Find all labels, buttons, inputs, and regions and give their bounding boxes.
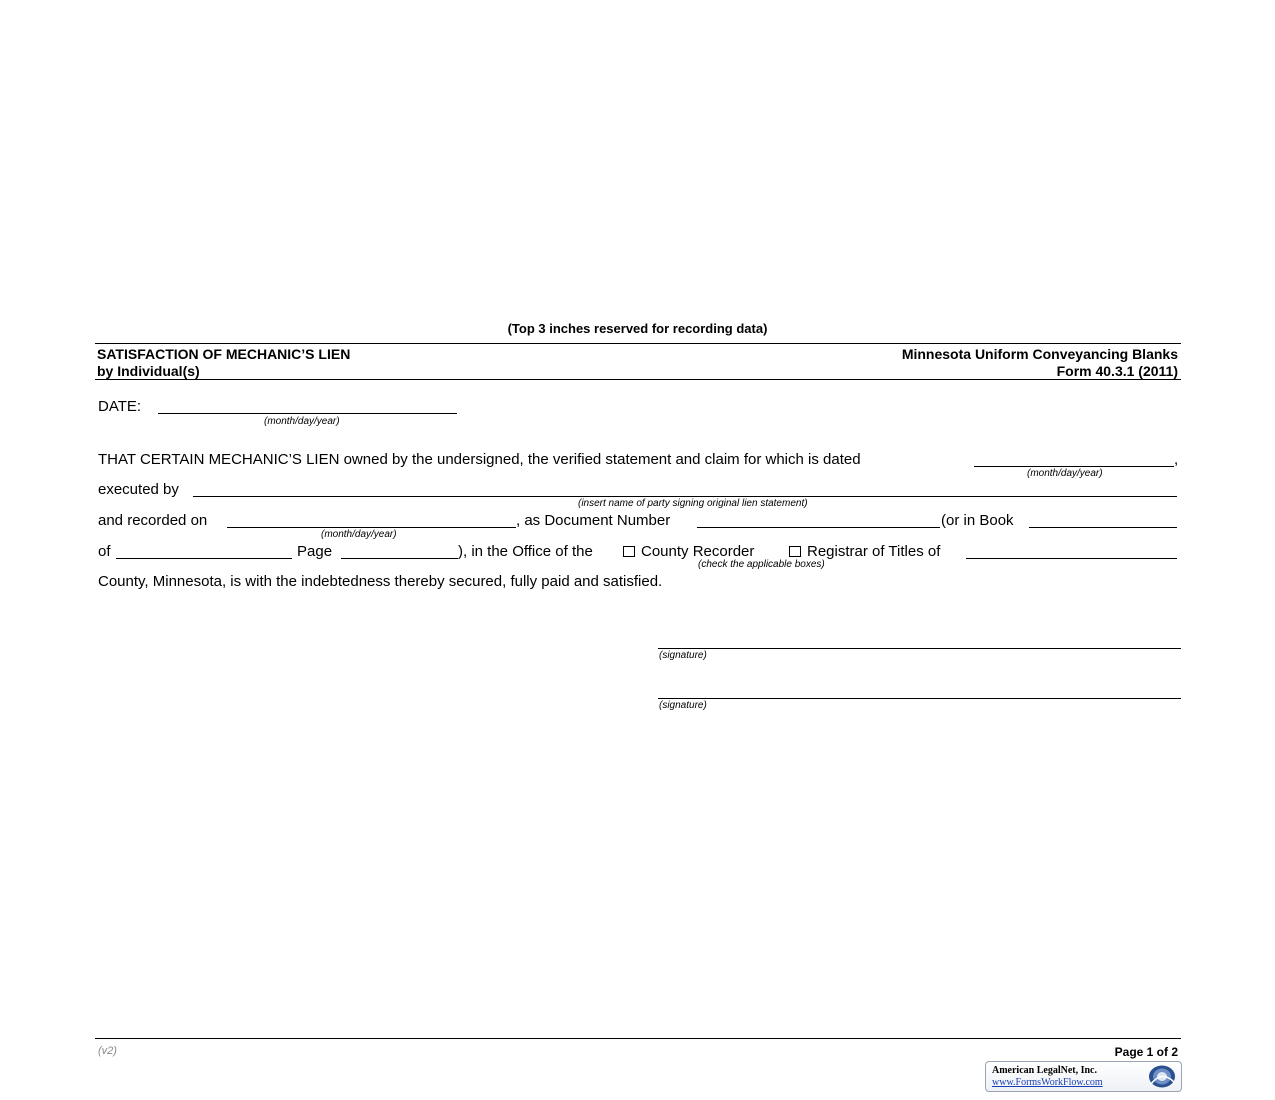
recording-note: (Top 3 inches reserved for recording data) bbox=[507, 321, 768, 336]
claim-date-comma: , bbox=[1174, 451, 1179, 468]
date-hint: (month/day/year) bbox=[264, 416, 340, 427]
recorded-on-hint: (month/day/year) bbox=[321, 529, 397, 540]
recorded-on-field[interactable] bbox=[227, 527, 516, 528]
book-label: (or in Book bbox=[941, 512, 1014, 529]
page-field[interactable] bbox=[341, 558, 458, 559]
signature-line-2[interactable] bbox=[658, 698, 1181, 699]
office-label: ), in the Office of the bbox=[458, 543, 593, 560]
book-field[interactable] bbox=[1029, 527, 1177, 528]
form-publisher bbox=[902, 346, 1178, 380]
form-title bbox=[97, 346, 350, 380]
registrar-label: Registrar of Titles of bbox=[807, 543, 941, 560]
executed-by-field[interactable] bbox=[193, 496, 1177, 497]
form-title-line1: SATISFACTION OF MECHANIC’S LIEN bbox=[97, 346, 351, 362]
executed-by-hint: (insert name of party signing original lien statement) bbox=[578, 498, 808, 509]
header-top-rule bbox=[95, 343, 1181, 344]
document-number-field[interactable] bbox=[697, 527, 940, 528]
date-label: DATE: bbox=[98, 398, 142, 415]
checkbox-hint: (check the applicable boxes) bbox=[698, 559, 825, 570]
logo-url-link[interactable]: www.FormsWorkFlow.com bbox=[992, 1077, 1103, 1088]
form-number: Form 40.3.1 (2011) bbox=[1056, 363, 1178, 379]
recorded-on-label: and recorded on bbox=[98, 512, 208, 529]
lien-statement-text: THAT CERTAIN MECHANIC’S LIEN owned by the undersigned, the verified statement and claim for which is dated bbox=[98, 451, 861, 468]
signature-line-1[interactable] bbox=[658, 648, 1181, 649]
registrar-county-field[interactable] bbox=[966, 558, 1177, 559]
american-legalnet-logo[interactable] bbox=[985, 1061, 1182, 1092]
claim-date-field[interactable] bbox=[974, 466, 1174, 467]
publisher-line1: Minnesota Uniform Conveyancing Blanks bbox=[901, 346, 1178, 362]
footer-rule bbox=[95, 1038, 1181, 1039]
logo-company-name: American LegalNet, Inc. bbox=[992, 1065, 1097, 1076]
registrar-checkbox[interactable] bbox=[789, 546, 801, 557]
book-of-field[interactable] bbox=[116, 558, 292, 559]
header-bottom-rule bbox=[95, 379, 1181, 380]
version-label: (v2) bbox=[98, 1045, 117, 1057]
county-recorder-label: County Recorder bbox=[641, 543, 755, 560]
page-number: Page 1 of 2 bbox=[1114, 1045, 1178, 1059]
of-label: of bbox=[98, 543, 111, 560]
form-title-line2: by Individual(s) bbox=[97, 363, 200, 379]
registrar-option[interactable] bbox=[789, 543, 940, 560]
signature-hint-2: (signature) bbox=[659, 700, 707, 711]
signature-hint-1: (signature) bbox=[659, 650, 707, 661]
claim-date-hint: (month/day/year) bbox=[1027, 468, 1103, 479]
date-field[interactable] bbox=[158, 413, 457, 414]
document-number-label: , as Document Number bbox=[516, 512, 671, 529]
globe-icon bbox=[1147, 1064, 1177, 1089]
satisfaction-text: County, Minnesota, is with the indebtedness thereby secured, fully paid and satisfied. bbox=[98, 573, 663, 590]
county-recorder-checkbox[interactable] bbox=[623, 546, 635, 557]
county-recorder-option[interactable] bbox=[623, 543, 754, 560]
page-label: Page bbox=[297, 543, 333, 560]
executed-by-label: executed by bbox=[98, 481, 179, 498]
